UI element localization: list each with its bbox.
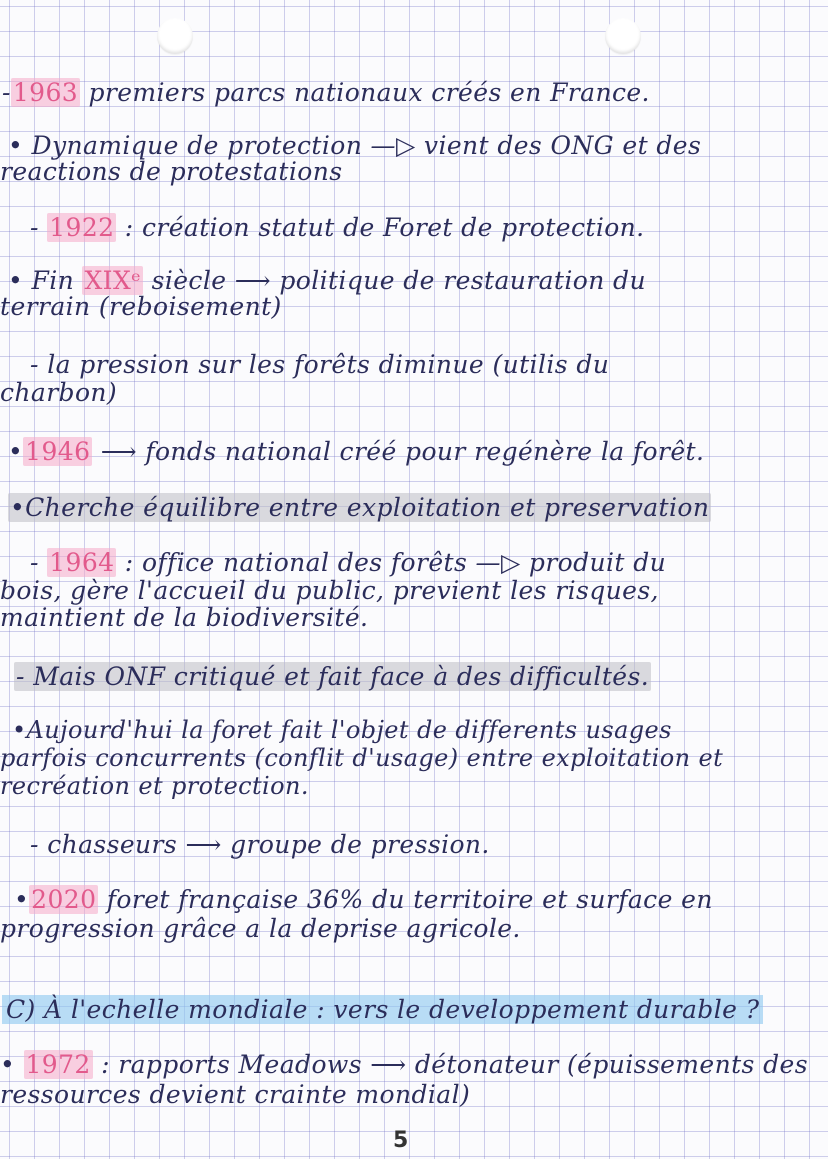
line-text: ressources devient crainte mondial) (0, 1080, 471, 1109)
note-line (30, 350, 609, 379)
line-text: terrain (reboisement) (0, 292, 282, 321)
line-text: : rapports Meadows ⟶ détonateur (épuissements des (92, 1050, 808, 1079)
line-text: reactions de protestations (0, 157, 343, 186)
line-text: - chasseurs ⟶ groupe de pression. (30, 830, 490, 859)
note-line (8, 437, 704, 466)
note-line (0, 744, 723, 772)
line-prefix: - (30, 213, 48, 242)
line-text: maintient de la biodiversité. (0, 603, 369, 632)
line-text: : office national des forêts —▷ produit du (116, 548, 667, 577)
note-line (8, 266, 646, 295)
line-prefix: • (0, 1050, 24, 1079)
page-number: 5 (393, 1128, 409, 1153)
note-line (8, 493, 711, 522)
line-text: ⟶ fonds national créé pour regénère la forêt. (92, 437, 705, 466)
date-label: 2020 (31, 885, 97, 914)
line-text: : création statut de Foret de protection. (116, 213, 645, 242)
section-heading-text: C) À l'echelle mondiale : vers le developpement durable ? (2, 995, 763, 1024)
line-text: premiers parcs nationaux créés en France. (80, 78, 650, 107)
line-prefix: - (2, 78, 11, 107)
line-text: siècle ⟶ politique de restauration du (143, 266, 646, 295)
note-line (30, 548, 666, 577)
note-line (0, 378, 117, 407)
line-text: •Aujourd'hui la foret fait l'objet de differents usages (12, 716, 672, 744)
date-label: 1972 (25, 1050, 91, 1079)
binder-hole-right (605, 18, 641, 54)
date-label: 1946 (25, 437, 91, 466)
note-line (0, 1050, 808, 1079)
date-label: XIXᵉ (84, 266, 142, 295)
line-text: - la pression sur les forêts diminue (utilis du (30, 350, 610, 379)
binder-hole-left (157, 18, 193, 54)
note-line (0, 1080, 470, 1109)
note-line (14, 662, 651, 691)
line-text: •Cherche équilibre entre exploitation et preservation (10, 493, 710, 522)
date-label: 1963 (12, 78, 79, 107)
line-text: progression grâce a la deprise agricole. (0, 914, 521, 943)
note-line (0, 292, 282, 321)
note-line (0, 772, 309, 800)
note-line (8, 131, 701, 160)
line-text: recréation et protection. (0, 772, 309, 800)
line-prefix: • (14, 885, 30, 914)
line-text: charbon) (0, 378, 118, 407)
line-prefix: • (8, 131, 32, 160)
note-line (0, 576, 659, 605)
line-text: - Mais ONF critiqué et fait face à des difficultés. (16, 662, 650, 691)
date-label: 1922 (49, 213, 115, 242)
note-line (12, 716, 672, 744)
line-text: Dynamique de protection —▷ vient des ONG et des (31, 131, 702, 160)
note-line (30, 213, 645, 242)
line-text: bois, gère l'accueil du public, previent les risques, (0, 576, 659, 605)
note-line (14, 885, 713, 914)
line-text: foret française 36% du territoire et surface en (98, 885, 713, 914)
note-line (0, 157, 342, 186)
note-line (0, 603, 368, 632)
note-line (0, 914, 521, 943)
line-text: parfois concurrents (conflit d'usage) entre exploitation et (0, 744, 724, 772)
line-prefix: - (30, 548, 48, 577)
note-line (2, 78, 650, 107)
date-label: 1964 (49, 548, 115, 577)
note-line (30, 830, 490, 859)
section-heading (2, 995, 763, 1024)
line-prefix: • Fin (8, 266, 83, 295)
line-prefix: • (8, 437, 24, 466)
